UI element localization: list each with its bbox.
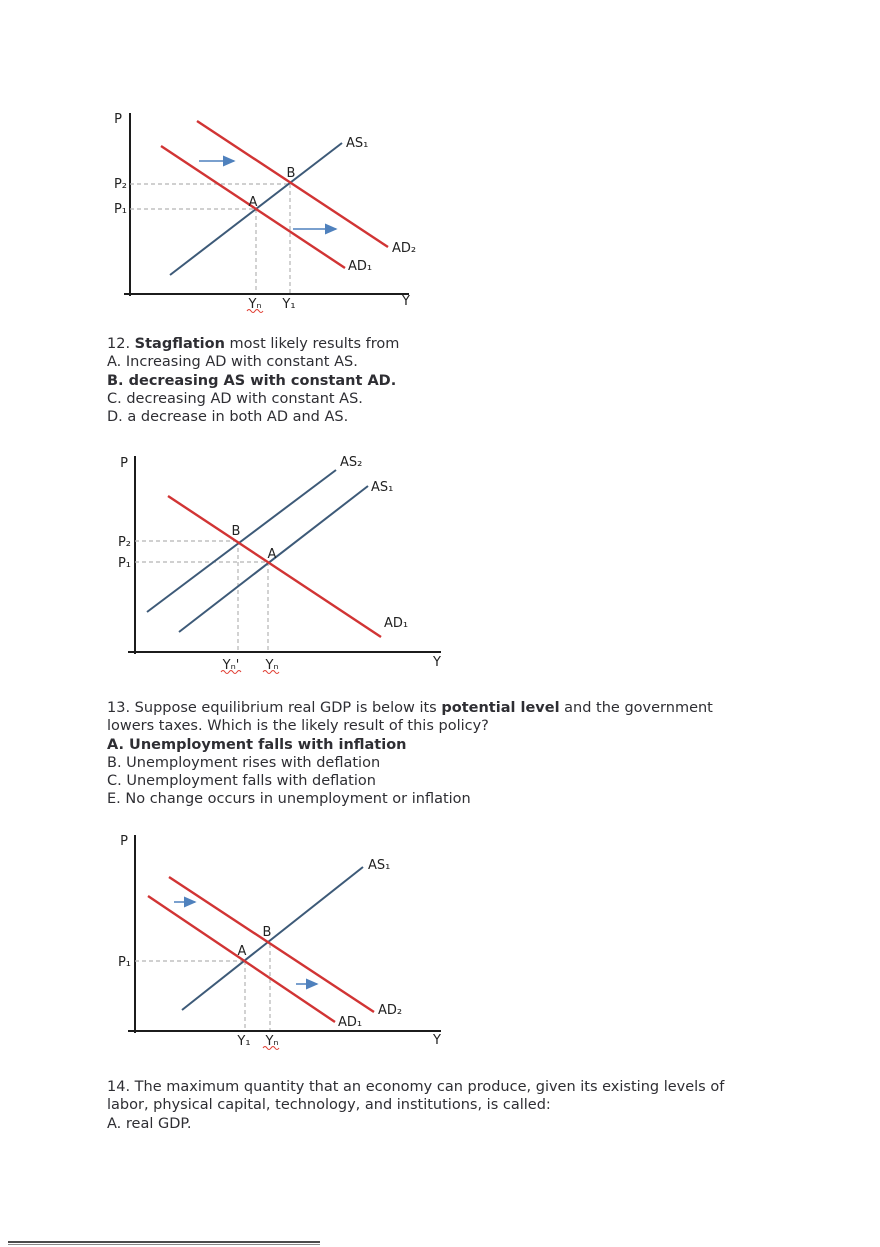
d2-yn-prime-label: Yₙ' xyxy=(222,658,240,673)
q13-option-b: B. Unemployment rises with deflation xyxy=(107,754,381,771)
d1-ad2-label: AD₂ xyxy=(392,241,417,256)
q12-option-d: D. a decrease in both AD and AS. xyxy=(107,409,349,426)
q12-option-b: B. decreasing AS with constant AD. xyxy=(107,372,397,389)
diagram-ad-shift-to-potential xyxy=(105,828,445,1060)
page-divider-light-line xyxy=(8,1244,320,1245)
q13-option-e: E. No change occurs in unemployment or inflation xyxy=(107,791,471,808)
d2-yn-label: Yₙ xyxy=(265,658,279,673)
d3-p1-label: P₁ xyxy=(117,955,131,970)
d1-y-axis-label: Y xyxy=(402,294,410,309)
d3-ad1-label: AD₁ xyxy=(338,1015,363,1030)
question-12 xyxy=(107,335,399,426)
d2-p1-label: P₁ xyxy=(117,556,131,571)
d1-p-axis-label: P xyxy=(114,112,122,127)
q13-stem-line1 xyxy=(107,699,713,717)
page-divider-dark-line xyxy=(8,1241,320,1243)
question-13 xyxy=(107,699,713,809)
d3-ad2-curve xyxy=(169,877,374,1012)
d2-p2-label: P₂ xyxy=(117,535,131,550)
q12-stem xyxy=(107,335,399,353)
d2-p-axis-label: P xyxy=(120,456,128,471)
q13-option-c: C. Unemployment falls with deflation xyxy=(107,773,376,790)
question-14 xyxy=(107,1078,724,1133)
q12-option-c: C. decreasing AD with constant AS. xyxy=(107,390,363,407)
d1-as1-label: AS₁ xyxy=(346,136,369,151)
q14-stem-line2: labor, physical capital, technology, and institutions, is called: xyxy=(107,1097,551,1114)
q14-stem-line1: 14. The maximum quantity that an economy can produce, given its existing levels of xyxy=(107,1079,725,1095)
d2-point-b-label: B xyxy=(231,524,241,539)
d3-as1-label: AS₁ xyxy=(368,858,391,873)
d2-ad1-label: AD₁ xyxy=(384,616,409,631)
q12-stem-pre: 12. xyxy=(107,336,135,352)
d2-y-axis-label: Y xyxy=(433,655,441,670)
diagram-ad-shift-right xyxy=(105,105,420,320)
d1-y1-label: Y₁ xyxy=(282,297,296,312)
d2-as1-label: AS₁ xyxy=(371,480,394,495)
d3-y-axis-label: Y xyxy=(433,1033,441,1048)
d3-p-axis-label: P xyxy=(120,834,128,849)
d1-ad1-label: AD₁ xyxy=(348,259,373,274)
d3-point-b-label: B xyxy=(262,925,272,940)
d3-y1-label: Y₁ xyxy=(237,1034,251,1049)
page-divider xyxy=(8,1241,320,1245)
diagram-as-shift-left xyxy=(105,448,445,680)
d1-point-a-label: A xyxy=(248,195,258,210)
q13-stem-post: and the government xyxy=(559,700,713,716)
d1-yn-label: Yₙ xyxy=(248,297,262,312)
d1-p2-label: P₂ xyxy=(113,177,127,192)
q13-stem-pre: 13. Suppose equilibrium real GDP is below its xyxy=(107,700,442,716)
q13-stem-line2: lowers taxes. Which is the likely result of this policy? xyxy=(107,718,489,735)
q12-stem-bold: Stagflation xyxy=(134,336,225,352)
d2-point-a-label: A xyxy=(267,547,277,562)
d2-as2-label: AS₂ xyxy=(340,455,363,470)
q12-stem-post: most likely results from xyxy=(224,336,400,352)
d2-as2-curve xyxy=(147,470,336,612)
d3-point-a-label: A xyxy=(237,944,247,959)
q13-option-a: A. Unemployment falls with inflation xyxy=(107,736,407,753)
q14-option-a: A. real GDP. xyxy=(107,1115,192,1132)
d3-ad1-curve xyxy=(148,896,335,1022)
d3-yn-label: Yₙ xyxy=(265,1034,279,1049)
q12-option-a: A. Increasing AD with constant AS. xyxy=(107,354,358,371)
d3-ad2-label: AD₂ xyxy=(378,1003,403,1018)
q13-stem-bold: potential level xyxy=(441,700,560,716)
d1-p1-label: P₁ xyxy=(113,202,127,217)
d1-point-b-label: B xyxy=(286,166,296,181)
